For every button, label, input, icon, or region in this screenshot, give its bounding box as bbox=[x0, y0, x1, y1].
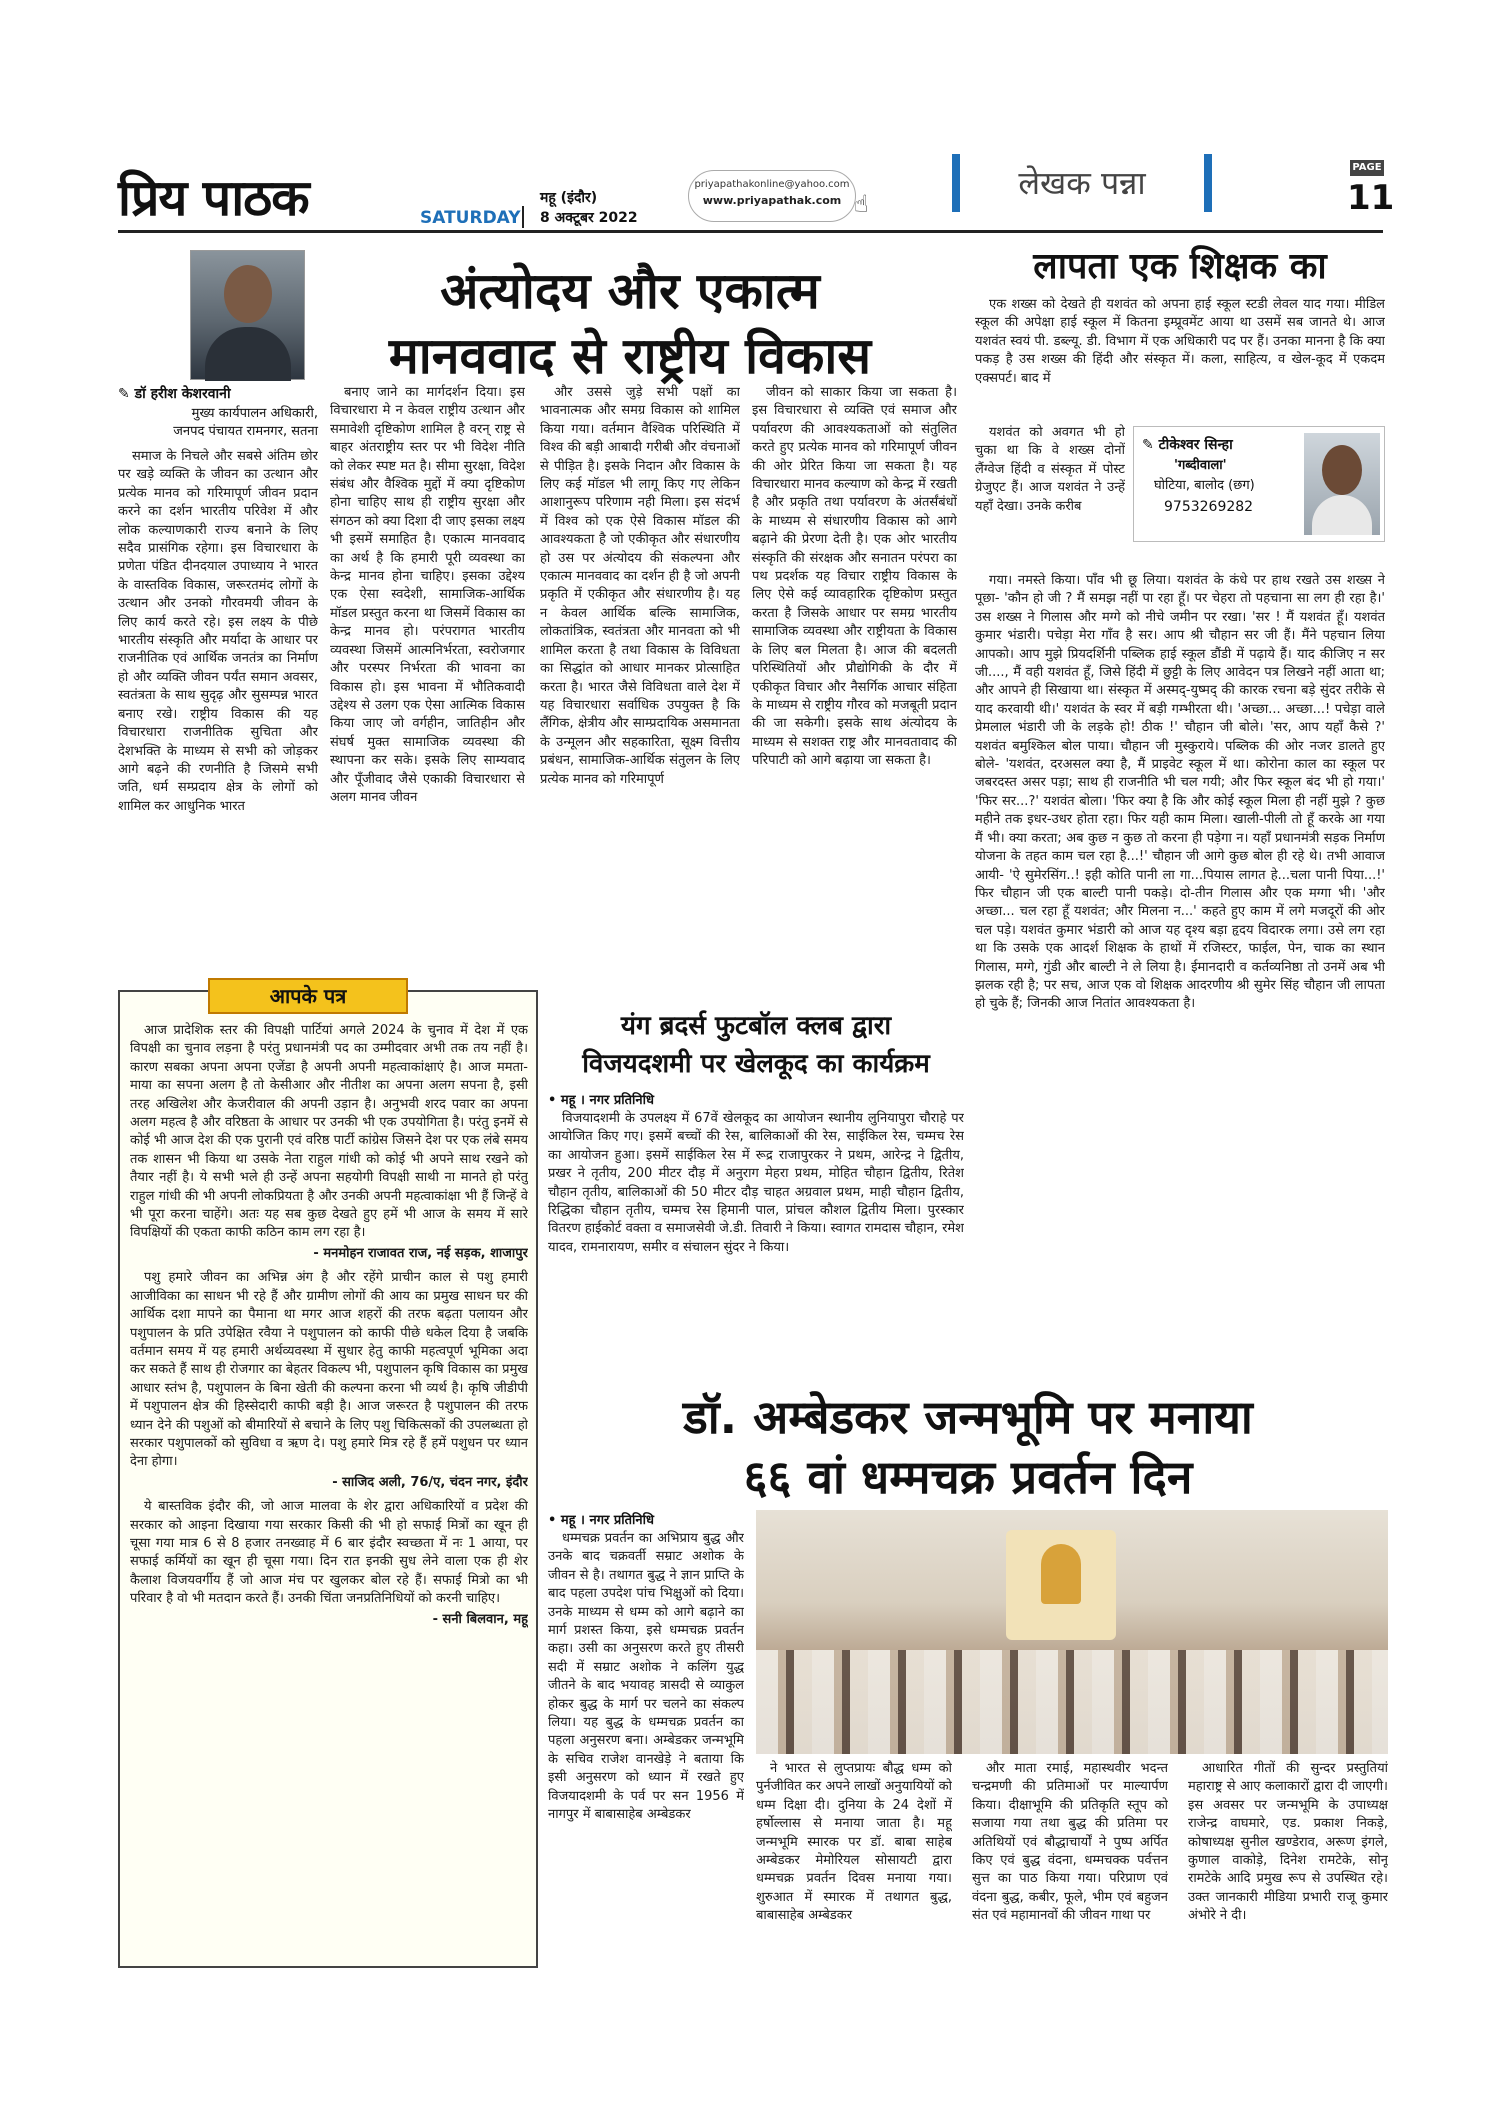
letters-box bbox=[118, 984, 538, 1968]
lead-headline-line-1: अंत्योदय और एकात्म bbox=[440, 262, 820, 320]
pen-icon: ✎ bbox=[1142, 437, 1159, 453]
website-address: www.priyapathak.com bbox=[702, 194, 842, 207]
teacher-intro: एक शख्स को देखते ही यशवंत को अपना हाई स्कूल स्टडी लेवल याद गया। मीडिल स्कूल की अपेक्षा हाई स्कूल में कितना इम्प्रूवमेंट आया था उसमें सब जानते थे। आज यशवंत स्वयं पी. डब्ल्यू. डी. विभाग में एक अधिकारी पद पर हैं। उनका मानना है कि क्या पकड़ है उस शख्स की हिंदी और संस्कृत में। कला, साहित्य, व खेल-कूद में एकदम एक्सपर्ट। बाद में bbox=[975, 297, 1385, 386]
teacher-author-name: ✎ टीकेश्वर सिन्हा bbox=[1142, 437, 1233, 453]
author-photo bbox=[190, 250, 305, 380]
contact-box bbox=[688, 170, 856, 222]
author-designation: मुख्य कार्यपालन अधिकारी, bbox=[191, 406, 318, 421]
letter-3: ये बास्तविक इंदौर की, जो आज मालवा के शेर द्वारा अधिकारियों व प्रदेश की सरकार को आइना दिखाया गया सरकार किसी की भी हो सफाई मित्रों का खून ही चूसा गया मात्र 6 से 8 हजार तनख्वाह में 6 बार इंदौर स्वच्छता में नः 1 आया, पर सफाई कर्मियों का खून ही चूसा गया। दिन रात इनकी सुध लेने वाला एक ही शेर कैलाश विजयवर्गीय हैं जो आज मंच पर खुलकर बोल रहे हैं। सफाई मित्रो का भी परिवार है वो भी मतदान करते हैं। उनकी चिंता जनप्रतिनिधियों को करनी चाहिए। bbox=[130, 1499, 528, 1607]
masthead bbox=[0, 150, 1500, 240]
ambedkar-headline-line-2: ६६ वां धम्मचक्र प्रवर्तन दिन bbox=[743, 1450, 1193, 1504]
ambedkar-column-4: आधारित गीतों की सुन्दर प्रस्तुतियां महाराष्ट्र से आए कलाकारों द्वारा दी जाएगी। इस अवसर पर जन्मभूमि के उपाध्यक्ष राजेन्द्र वाघमारे, एड. प्रकाश निकड़े, कोषाध्यक्ष सुनील खण्डेराव, अरूण इंगले, कुणाल वाकोड़े, दिनेश रामटेके, सोनू रामटेके आदि प्रमुख रूप से उपस्थित रहे। उक्त जानकारी मीडिया प्रभारी राजू कुमार अंभोरे ने दी। bbox=[1188, 1761, 1388, 1924]
letters-content bbox=[130, 1022, 528, 1962]
teacher-author-phone: 9753269282 bbox=[1164, 499, 1254, 515]
pointer-hand-icon: ☝ bbox=[854, 190, 869, 218]
football-headline-line-2: विजयदशमी पर खेलकूद का कार्यक्रम bbox=[582, 1049, 930, 1079]
football-headline-line-1: यंग ब्रदर्स फुटबॉल क्लब द्वारा bbox=[620, 1011, 892, 1041]
letter-1: आज प्रादेशिक स्तर की विपक्षी पार्टियां अगले 2024 के चुनाव में देश में एक विपक्षी का चुनाव लड़ना है परंतु प्रधानमंत्री पद का उम्मीदवार अभी तक तय नहीं है। कारण सबका अपना अपना एजेंडा है अपनी अपनी महत्वाकांक्षाएं है। आज ममता-माया का सपना अलग है तो केसीआर और नीतीश का अपना अलग सपना है, इसी तरह अखिलेश और केजरीवाल की अपनी उड़ान है। अनुभवी शरद पवार का अपना अलग महत्व है और वरिष्ठता के आधार पर उनकी भी एक उपयोगिता है। परंतु इनमें से कोई भी आज देश की एक पुरानी एवं वरिष्ठ पार्टी कांग्रेस जिसने देश पर एक लंबे समय तक शासन भी किया था उसके नेता राहुल गांधी को कोई भी अपने साथ रखने को तैयार नहीं है। ये सभी भले ही उन्हें अपना सहयोगी विपक्षी साथी ना मानते हो परंतु राहुल गांधी की भी अपनी लोकप्रियता है और उनकी अपनी महत्वाकांक्षा भी हैं जिन्हें वे भी पूरा करना चाहेंगे। अतः यह सब कुछ देखते हुए हमें भी आज के समय में सारे विपक्षियों की एकता काफी कठिन काम लग रहा है। bbox=[130, 1023, 528, 1241]
ambedkar-byline: • महू । नगर प्रतिनिधि bbox=[548, 1513, 654, 1528]
ambedkar-column-2: ने भारत से लुप्तप्रायः बौद्ध धम्म को पुर्नजीवित कर अपने लाखों अनुयायियों को धम्म दिक्षा दी। दुनिया के 24 देशों में हर्षोल्लास से मनाया जाता है। महू जन्मभूमि स्मारक पर डॉ. बाबा साहेब अम्बेडकर मेमोरियल सोसायटी द्वारा धम्मचक्र प्रवर्तन दिवस मनाया गया। शुरुआत में स्मारक में तथागत बुद्ध, बाबासाहेब अम्बेडकर bbox=[756, 1761, 952, 1924]
teacher-author-photo bbox=[1304, 433, 1380, 535]
lead-column-4: जीवन को साकार किया जा सकता है। इस विचारधारा से व्यक्ति एवं समाज और पर्यावरण की आवश्यकताओं को संतुलित करते हुए प्रत्येक मानव को गरिमापूर्ण जीवन की ओर प्रेरित किया जा सकता है। यह विचारधारा मानव कल्याण को केन्द्र में रखती है और प्रकृति तथा पर्यावरण के अंतर्संबंधों के माध्यम से संधारणीय विकास को आगे बढ़ाने की प्रेरणा देती है। एक ओर भारतीय संस्कृति की संरक्षक और सनातन परंपरा का पथ प्रदर्शक यह विचार राष्ट्रीय विकास के लिए ऐसे कई व्यावहारिक दृष्टिकोण प्रस्तुत करता है जिसके आधार पर समग्र भारतीय सामाजिक व्यवस्था और राष्ट्रीयता के विकास के लिए बल मिलता है। आज की बदलती परिस्थितियों और प्रौद्योगिकी के दौर में एकीकृत विचार और नैसर्गिक आचार संहिता के माध्यम से राष्ट्रीय गौरव को मजबूती प्रदान की जा सकेगी। इसके साथ अंत्योदय के माध्यम से सशक्त राष्ट्र और मानवतावाद की परिपाटी को आगे बढ़ाया जा सकता है। bbox=[752, 385, 957, 769]
author-office: जनपद पंचायत रामनगर, सतना bbox=[173, 424, 318, 439]
teacher-author-alias: 'गब्दीवाला' bbox=[1174, 458, 1227, 473]
football-byline: • महू । नगर प्रतिनिधि bbox=[548, 1093, 654, 1108]
ambedkar-event-photo bbox=[756, 1510, 1388, 1754]
teacher-author-location: घोटिया, बालोद (छग) bbox=[1154, 478, 1255, 493]
letters-banner: आपके पत्र bbox=[208, 978, 408, 1014]
publish-place: महू (इंदौर) bbox=[540, 190, 598, 206]
page-number: 11 bbox=[1347, 178, 1395, 218]
day-label: SATURDAY bbox=[420, 208, 521, 228]
ambedkar-column-1: धम्मचक्र प्रवर्तन का अभिप्राय बुद्ध और उनके बाद चक्रवर्ती सम्राट अशोक के जीवन से है। तथागत बुद्ध ने ज्ञान प्राप्ति के बाद पहला उपदेश पांच भिक्षुओं को दिया। उनके माध्यम से धम्म को आगे बढ़ाने का मार्ग प्रशस्त किया, इसे धम्मचक्र प्रवर्तन कहा। उसी का अनुसरण करते हुए तीसरी सदी में सम्राट अशोक ने कलिंग युद्ध जीतने के बाद भयावह त्रासदी से व्याकुल होकर बुद्ध के मार्ग पर चलने का संकल्प लिया। यह बुद्ध के धम्मचक्र प्रवर्तन का पहला अनुसरण बना। अम्बेडकर जन्मभूमि के सचिव राजेश वानखेड़े ने बताया कि इसी अनुसरण को ध्यान में रखते हुए विजयादशमी के पर्व पर सन 1956 में नागपुर में बाबासाहेब अम्बेडकर bbox=[548, 1531, 744, 1823]
page-label: PAGE bbox=[1350, 160, 1384, 176]
teacher-narrow-column: यशवंत को अवगत भी हो चुका था कि वे शख्स दोनों लैंग्वेज हिंदी व संस्कृत में पोस्ट ग्रेजुएट हैं। आज यशवंत ने उन्हें यहाँ देखा। उनके करीब bbox=[975, 425, 1125, 514]
teacher-author-card bbox=[1133, 426, 1385, 542]
newspaper-logo: प्रिय पाठक bbox=[118, 168, 309, 227]
lead-column-1: समाज के निचले और सबसे अंतिम छोर पर खड़े व्यक्ति के जीवन का उत्थान और प्रत्येक मानव को गरिमापूर्ण जीवन प्रदान करने का दर्शन भारतीय परिवेश में और लोक कल्याणकारी राज्य बनाने के लिए सदैव प्रासंगिक रहेगा। इस विचारधारा के प्रणेता पंडित दीनदयाल उपाध्याय ने भारत के वास्तविक विकास, जरूरतमंद लोगों के उत्थान और उनको गौरवमयी जीवन के लिए कार्य करते रहे। इस लक्ष्य के पीछे भारतीय संस्कृति और मर्यादा के आधार पर राजनीतिक एवं आर्थिक जनतंत्र का निर्माण हो और व्यक्ति जीवन पर्यंत समान अवसर, स्वतंत्रता के साथ सुदृढ़ और सुसम्पन्न भारत बनाए रखे। राष्ट्रीय विकास की यह विचारधारा राजनीतिक सुचिता और देशभक्ति के माध्यम से सभी को जोड़कर आगे बढ़ने की रणनीति है जिसमे सभी जति, धर्म सम्प्रदाय क्षेत्र के लोगों को शामिल कर आधुनिक भारत bbox=[118, 449, 318, 814]
lead-column-2: बनाए जाने का मार्गदर्शन दिया। इस विचारधारा मे न केवल राष्ट्रीय उत्थान और समावेशी दृष्टिकोण शामिल है वरन् राष्ट्र से बाहर अंतराष्ट्रीय स्तर पर भी विदेश नीति को लेकर स्पष्ट मत है। सीमा सुरक्षा, विदेश संबंध और वैश्विक मुद्दों में क्या दृष्टिकोण होना चाहिए साथ ही राष्ट्रीय सुरक्षा और संगठन को क्या दिशा दी जाए इसका लक्ष्य भी इसमें समाहित है। एकात्म मानववाद का अर्थ है कि हमारी पूरी व्यवस्था का केन्द्र मानव होना चाहिए। इसका उद्देश्य एक ऐसा स्वदेशी, सामाजिक-आर्थिक मॉडल प्रस्तुत करना था जिसमें विकास का केन्द्र मानव हो। परंपरागत भारतीय व्यवस्था जिसमें आत्मनिर्भरता, स्वरोजगार और परस्पर निर्भरता की भावना का विकास हो। इस भावना में भौतिकवादी उद्देश्य से उलग एक ऐसा आत्मिक विकास किया जाए जो वर्गहीन, जातिहीन और संघर्ष मुक्त सामाजिक व्यवस्था की स्थापना कर सके। इसके लिए साम्यवाद और पूँजीवाद जैसे एकाकी विचारधारा से अलग मानव जीवन bbox=[330, 385, 525, 805]
author-name: ✎ डॉ हरीश केशरवानी bbox=[118, 386, 231, 402]
letter-3-signature: - सनी बिलवान, महू bbox=[432, 1611, 528, 1627]
lead-author-block bbox=[118, 384, 318, 439]
ambedkar-column-3: और माता रमाई, महास्थवीर भदन्त चन्द्रमणी की प्रतिमाओं पर माल्यार्पण किया। दीक्षाभूमि की प्रतिकृति स्तूप को सजाया गया तथा बुद्ध की प्रतिमा पर अतिथियों एवं बौद्धाचार्यों ने पुष्प अर्पित किए एवं बुद्ध वंदना, धम्मचक्क पर्वत्तन सुत्त का पाठ किया गया। परिप्राण एवं वंदना बुद्ध, कबीर, फूले, भीम एवं बहुजन संत एवं महामानवों की जीवन गाथा पर bbox=[972, 1761, 1168, 1924]
letter-2-signature: - साजिद अली, 76/ए, चंदन नगर, इंदौर bbox=[332, 1474, 528, 1490]
lead-headline-line-2: मानववाद से राष्ट्रीय विकास bbox=[388, 327, 872, 385]
teacher-body: गया। नमस्ते किया। पाँव भी छू लिया। यशवंत के कंधे पर हाथ रखते उस शख्स ने पूछा- 'कौन हो जी ? मैं समझ नहीं पा रहा हूँ। पर चेहरा तो पहचाना सा लग ही रहा है।' उस शख्स ने गिलास और मग्गे को नीचे जमीन पर रखा। 'सर ! मैं यशवंत हूँ। यशवंत कुमार भंडारी। पचेड़ा मेरा गाँव है सर। आप श्री चौहान सर जी हैं। मैंने पहचान लिया आपको। आप मुझे प्रियदर्शिनी पब्लिक हाई स्कूल डौंडी में पढ़ाये हैं। याद कीजिए न सर जी...., मैं वही यशवंत हूँ, जिसे हिंदी में छुट्टी के लिए आवेदन पत्र लिखने नहीं आता था; और आपने ही सिखाया था। संस्कृत में अस्मद्-युष्मद् की कारक रचना बड़े सुंदर तरीके से याद करवायी थी।' यशवंत के स्वर में बड़ी गम्भीरता थी। 'अच्छा... अच्छा...! पचेड़ा वाले प्रेमलाल भंडारी जी के लड़के हो! ठीक !' चौहान जी बोले। 'सर, आप यहाँ कैसे ?' यशवंत बमुश्किल बोल पाया। चौहान जी मुस्कुराये। पब्लिक की ओर नजर डालते हुए बोले- 'यशवंत, दरअसल क्या है, मैं प्राइवेट स्कूल में था। कोरोना काल का स्कूल पर जबरदस्त असर पड़ा; साथ ही राजनीति भी चल गयी; और फिर स्कूल बंद भी हो गया।' 'फिर सर...?' यशवंत बोला। 'फिर क्या है कि और कोई स्कूल मिला ही नहीं मुझे ? कुछ महीने तक इधर-उधर होता रहा। फिर यही काम मिला। खाली-पीली तो हूँ करके आ गया मैं भी। क्या करता; अब कुछ न कुछ तो करना ही पड़ेगा न। यहाँ प्रधानमंत्री सड़क निर्माण योजना के तहत काम चल रहा है...!' चौहान जी आगे कुछ बोल ही रहे थे। तभी आवाज आयी- 'ऐ सुमेरसिंग..! इही कोति पानी ला गा...पियास लागत हे...चला पानी पिया...!' फिर चौहान जी एक बाल्टी पानी पकड़े। दो-तीन गिलास और एक मग्गा भी। 'और अच्छा... चल रहा हूँ यशवंत; और मिलना न...' कहते हुए काम में लगे मजदूरों की ओर चल पड़े। यशवंत कुमार भंडारी को आज यह दृश्य बड़ा हृदय विदारक लगा। उसे लग रहा था कि उसके एक आदर्श शिक्षक के हाथों में रजिस्टर, फाईल, पेन, चाक का स्थान गिलास, मग्गे, गुंडी और बाल्टी ने ले लिया है। ईमानदारी व कर्तव्यनिष्ठा तो उनमें अब भी झलक रही है; पर सच, आज एक वो शिक्षक आदरणीय श्री सुमेर सिंह चौहान जी लापता हो चुके हैं; जिनकी आज नितांत आवश्यकता है। bbox=[975, 573, 1385, 1012]
email-address: priyapathakonline@yahoo.com bbox=[694, 179, 850, 190]
ambedkar-headline-line-1: डॉ. अम्बेडकर जन्मभूमि पर मनाया bbox=[683, 1390, 1253, 1444]
section-title: लेखक पन्ना bbox=[952, 154, 1212, 212]
letter-1-signature: - मनमोहन राजावत राज, नई सड़क, शाजापुर bbox=[313, 1245, 528, 1261]
publish-date: 8 अक्टूबर 2022 bbox=[540, 210, 638, 226]
letter-2: पशु हमारे जीवन का अभिन्न अंग है और रहेंगे प्राचीन काल से पशु हमारी आजीविका का साधन भी रहे हैं और ग्रामीण लोगों की आय का प्रमुख साधन घर की आर्थिक दशा मापने का पैमाना था मगर आज शहरों की तरफ बढ़ता पलायन और पशुपालन के प्रति उपेक्षित रवैया ने पशुपालन को काफी पीछे धकेल दिया है जबकि वर्तमान समय में यह हमारी अर्थव्यवस्था में सुधार हेतु काफी महत्वपूर्ण भूमिका अदा कर सकते हैं साथ ही रोजगार का बेहतर विकल्प भी, पशुपालन कृषि विकास का प्रमुख आधार स्तंभ है, पशुपालन के बिना खेती की कल्पना करना भी व्यर्थ है। कृषि जीडीपी में पशुपालन क्षेत्र की हिस्सेदारी काफी बड़ी है। आज जरूरत है पशुपालन की तरफ ध्यान देने की पशुओं को बीमारियों से बचाने के लिए पशु चिकित्सकों की उपलब्धता हो सरकार पशुपालकों को सुविधा व ऋण दे। पशु हमारे मित्र रहे हैं हमें पशुधन पर ध्यान देना होगा। bbox=[130, 1270, 528, 1470]
pen-icon: ✎ bbox=[118, 386, 135, 402]
lead-column-3: और उससे जुड़े सभी पक्षों का भावनात्मक और समग्र विकास को शामिल किया गया। वर्तमान वैश्विक परिस्थिति में विश्व की बड़ी आबादी गरीबी और वंचनाओं से पीड़ित है। इसके निदान और विकास के लिए कई मॉडल भी लागू किए गए लेकिन आशानुरूप परिणाम नही मिला। इस संदर्भ में विश्व को एक ऐसे विकास मॉडल की आवश्यकता है जो एकीकृत और संधारणीय हो उस पर अंत्योदय की संकल्पना और एकात्म मानववाद का दर्शन ही है जो अपनी प्रकृति में एकीकृत और संधारणीय है। यह न केवल आर्थिक बल्कि सामाजिक, लोकतांत्रिक, स्वतंत्रता और मानवता को भी शामिल करता है तथा विकास के विविधता का सिद्धांत को आधार मानकर प्रोत्साहित करता है। भारत जैसे विविधता वाले देश में यह विचारधारा सर्वाधिक उपयुक्त है कि लैंगिक, क्षेत्रीय और साम्प्रदायिक असमानता के उन्मूलन और सहकारिता, सूक्ष्म वित्तीय प्रबंधन, सामाजिक-आर्थिक संतुलन के लिए प्रत्येक मानव को गरिमापूर्ण bbox=[540, 385, 740, 787]
teacher-headline: लापता एक शिक्षक का bbox=[1033, 246, 1327, 287]
football-body: विजयादशमी के उपलक्ष्य में 67वें खेलकूद का आयोजन स्थानीय लुनियापुरा चौराहे पर आयोजित किए गए। इसमें बच्चों की रेस, बालिकाओं की रेस, साईकिल रेस, चम्मच रेस का आयोजन हुआ। इसमें साईकिल रेस में रूद्र राजापुरकर ने प्रथम, आरेन्द्र ने द्वितीय, प्रखर ने तृतीय, 200 मीटर दौड़ में अनुराग मेहरा प्रथम, मोहित चौहान द्वितीय, रितेश चौहान तृतीय, बालिकाओं की 50 मीटर दौड़ चाहत अग्रवाल प्रथम, माही चौहान द्वितीय, रिद्धिका चौहान तृतीय, चम्मच रेस हिमानी पाल, प्रांचल कौशल द्वितीय मिला। पुरस्कार वितरण हाईकोर्ट वक्ता व समाजसेवी जे.डी. तिवारी ने किया। स्वागत रामदास चौहान, रमेश यादव, रामनारायण, समीर व संचालन सुंदर ने किया। bbox=[548, 1111, 964, 1255]
